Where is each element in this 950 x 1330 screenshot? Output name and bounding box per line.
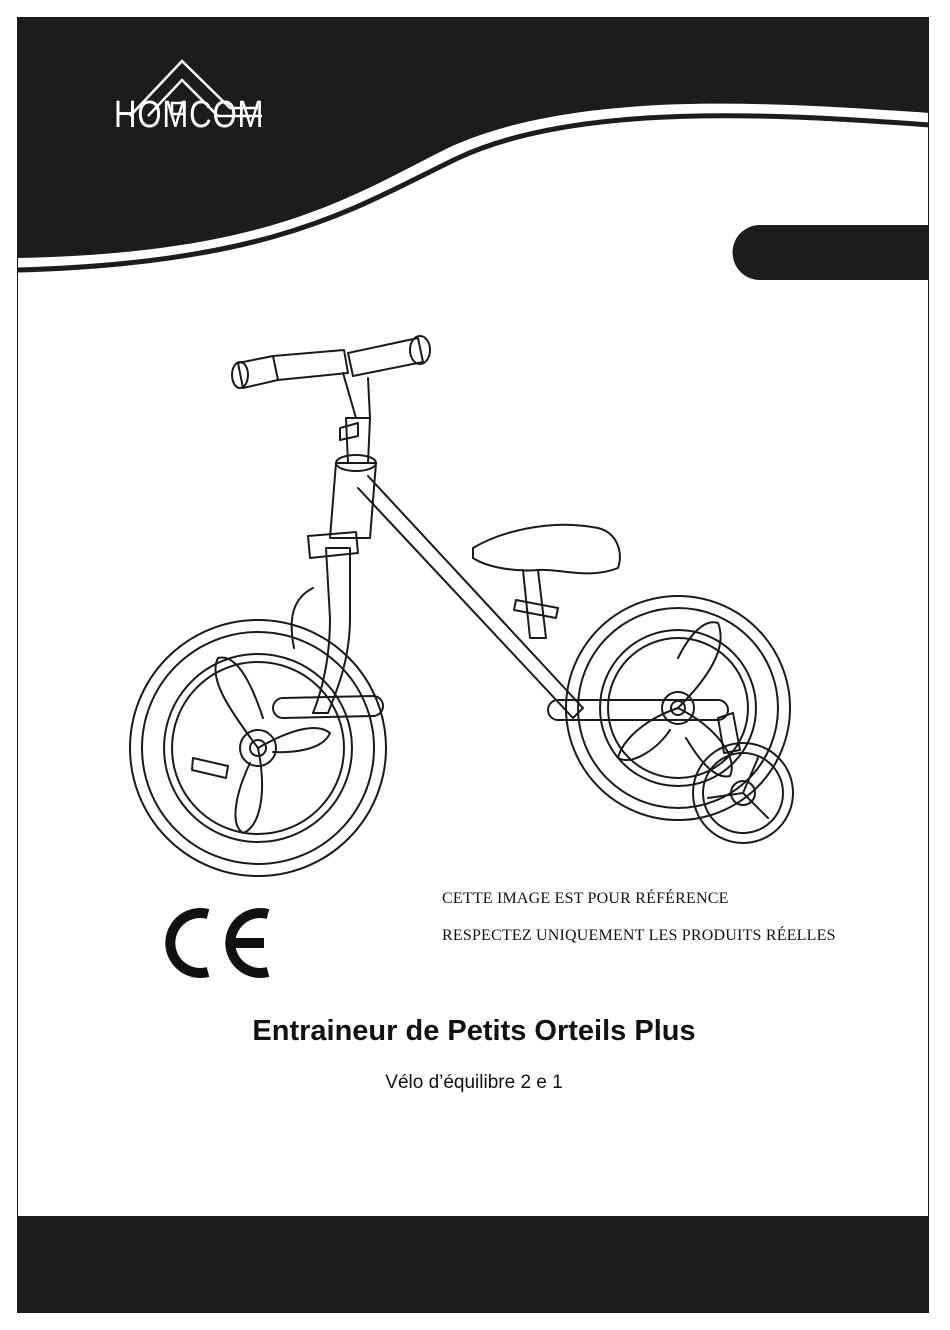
balance-bike-illustration: [118, 318, 838, 878]
seat: [473, 525, 620, 638]
front-wheel: [130, 620, 386, 876]
reference-notice: [442, 880, 836, 954]
brand-logo: HOMCOM: [114, 94, 265, 136]
header-band: [18, 18, 929, 288]
model-tab: [733, 225, 929, 280]
manual-cover: [17, 17, 929, 1313]
rear-wheel: [566, 596, 790, 820]
notice-line-1: CETTE IMAGE EST POUR RÉFÉRENCE: [442, 890, 729, 907]
notice-line-2: RESPECTEZ UNIQUEMENT LES PRODUITS RÉELLES: [442, 927, 836, 944]
ce-mark-icon: [152, 902, 274, 984]
product-title: Entraineur de Petits Orteils Plus: [252, 1015, 696, 1047]
footer-band: [18, 1216, 929, 1312]
product-subtitle: Vélo d’équilibre 2 e 1: [385, 1072, 563, 1093]
handlebar: [232, 336, 430, 418]
